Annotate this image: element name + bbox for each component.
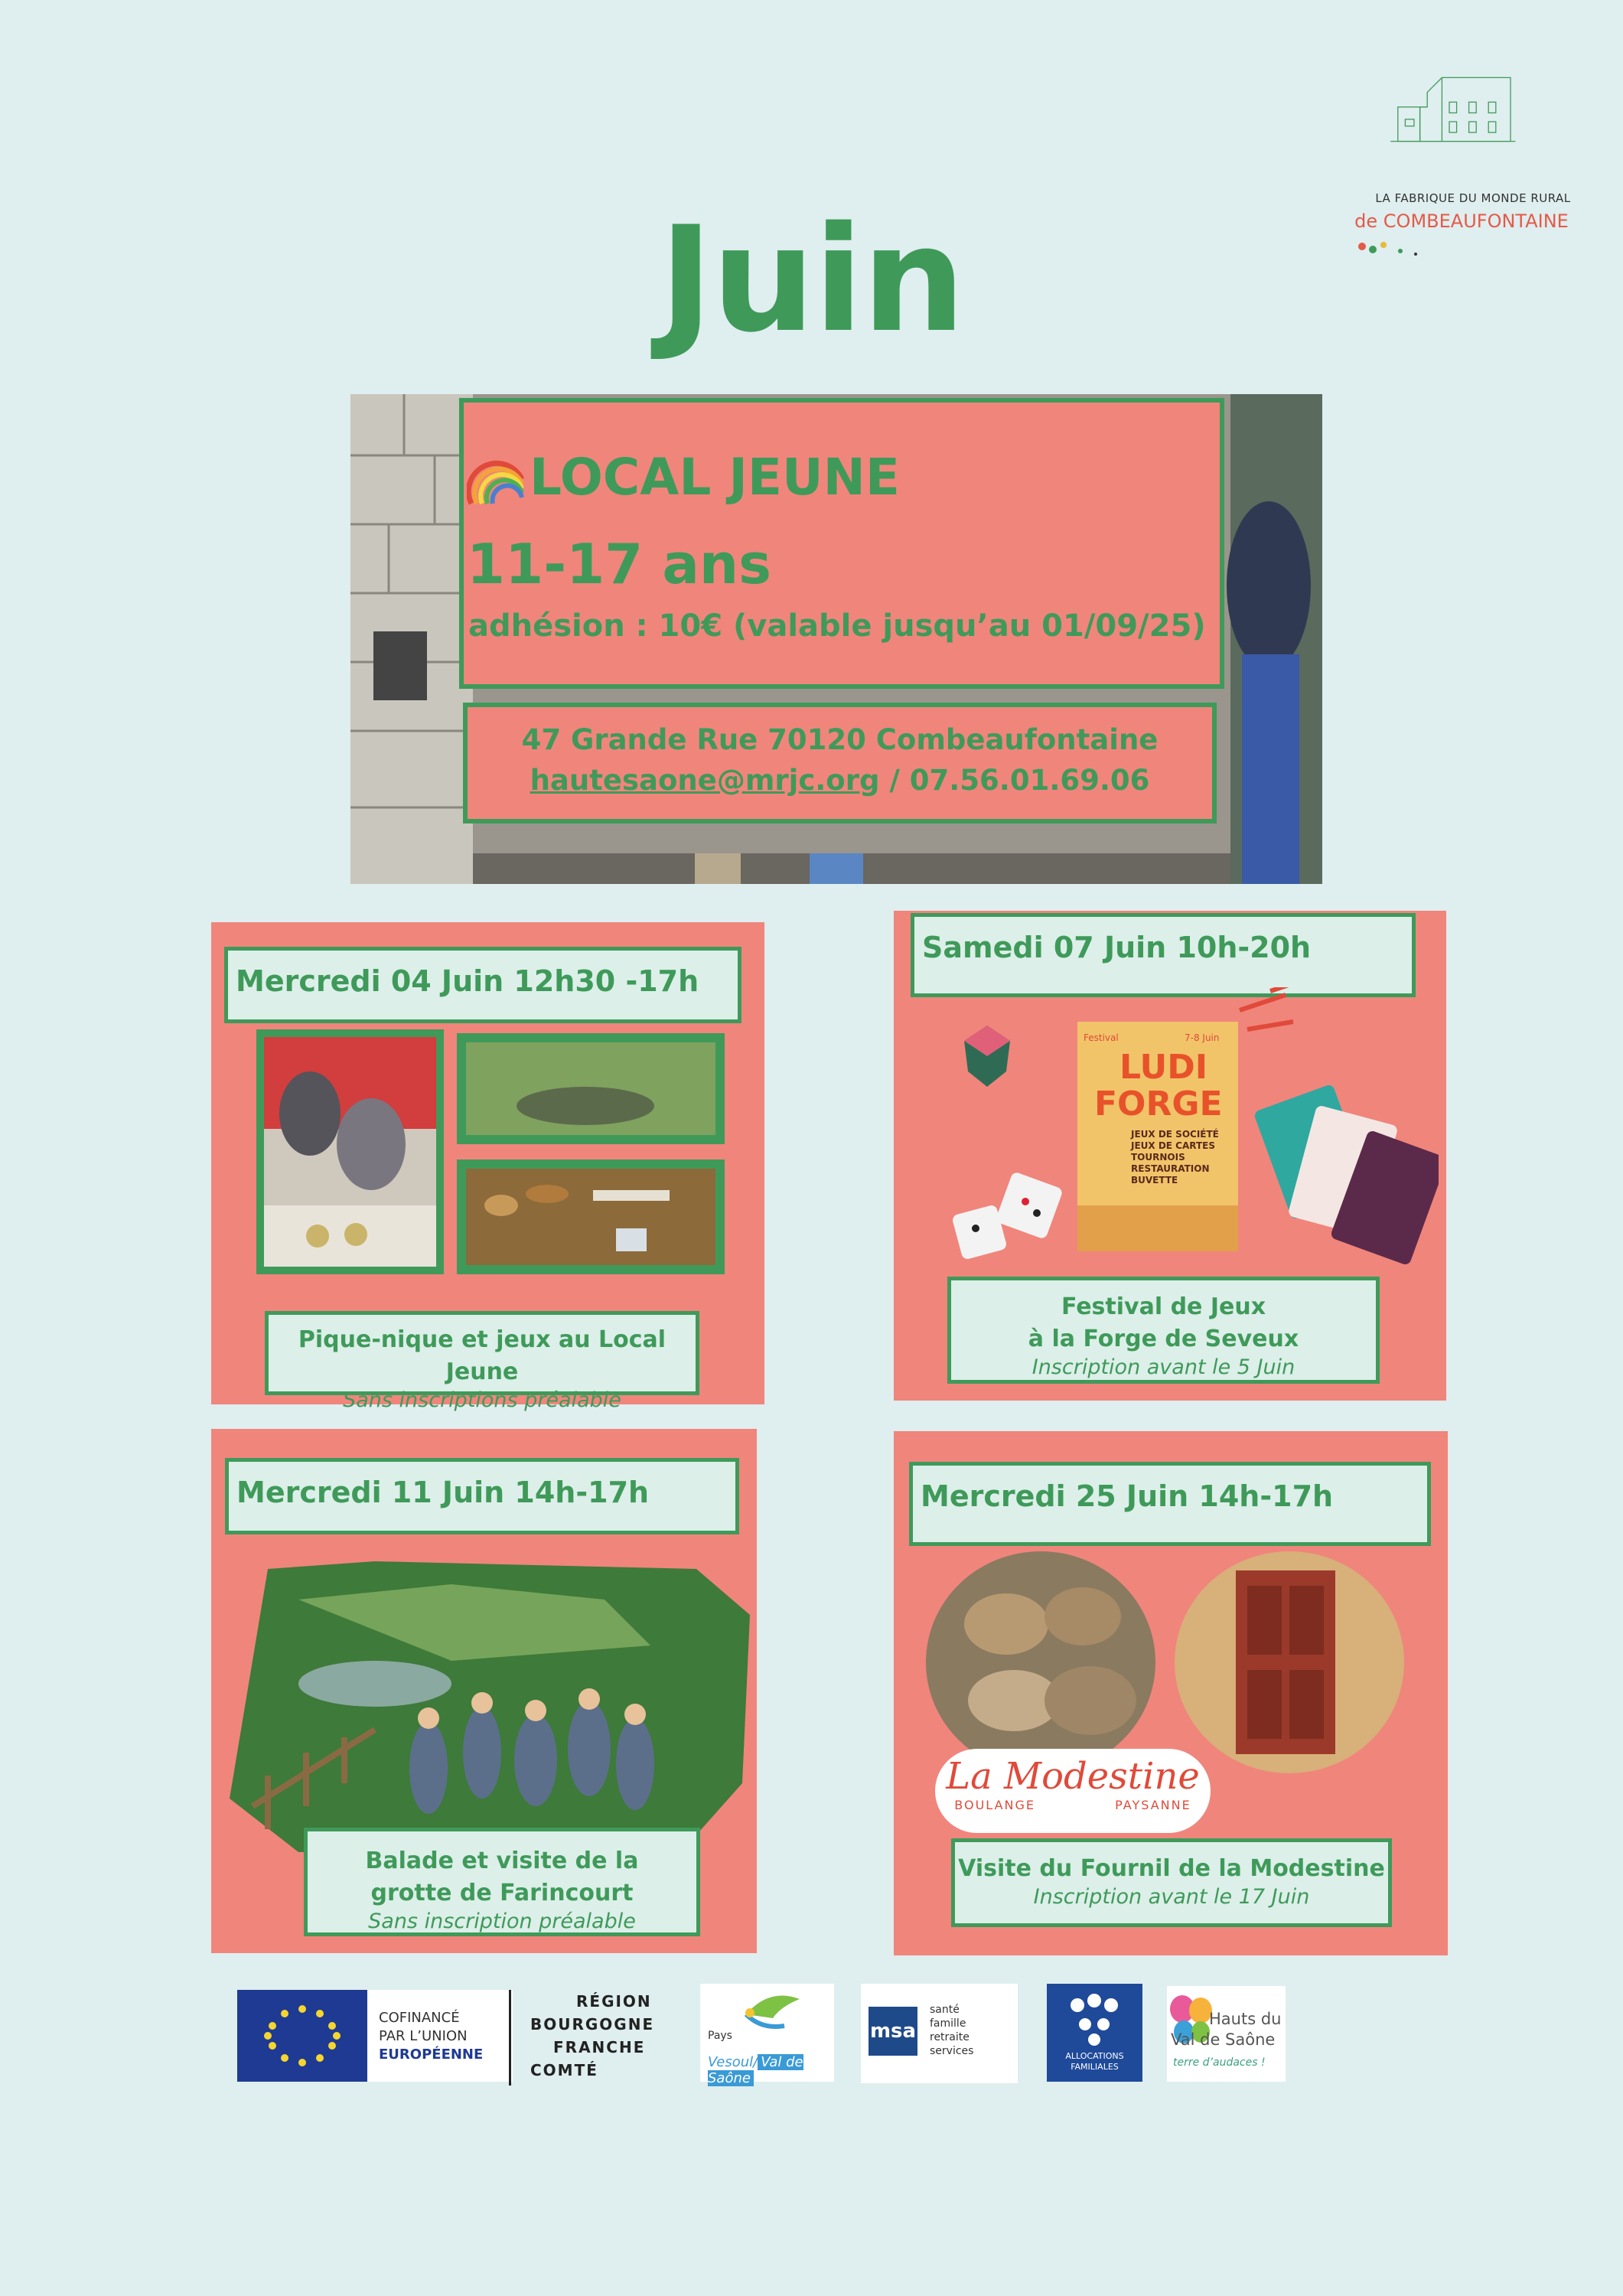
phone-number: 07.56.01.69.06 bbox=[909, 764, 1150, 797]
msa-icon: msa bbox=[869, 2007, 917, 2056]
msa-logo bbox=[861, 1984, 1018, 2083]
event-title-4: Visite du Fournil de la Modestine bbox=[958, 1855, 1385, 1882]
event-date-1: Mercredi 04 Juin 12h30 -17h bbox=[224, 947, 741, 1023]
caf-line1: ALLOCATIONS bbox=[1065, 2051, 1124, 2061]
pays-label: Pays bbox=[708, 2030, 732, 2042]
contact-line bbox=[463, 764, 1217, 797]
poster-footer bbox=[1077, 1205, 1238, 1251]
address-box bbox=[463, 703, 1217, 823]
event-title-3a: Balade et visite de la bbox=[365, 1848, 639, 1874]
cave-walk-photo bbox=[222, 1554, 758, 1860]
poster-line1: LUDI bbox=[1119, 1048, 1208, 1087]
eu-line2: PAR L’UNION bbox=[379, 2028, 468, 2044]
region-line2: BOURGOGNE bbox=[530, 2015, 655, 2033]
msa-line2: famille bbox=[930, 2017, 966, 2030]
poster-top2: 7-8 Juin bbox=[1185, 1032, 1220, 1043]
eu-logo bbox=[237, 1990, 513, 2082]
msa-line4: services bbox=[930, 2045, 974, 2057]
hero-fee: adhésion : 10€ (valable jusqu’au 01/09/25) bbox=[468, 608, 1206, 644]
pays-vesoul: Vesoul/ Val de Saône bbox=[708, 2054, 803, 2086]
pays-line3: Val de Saône bbox=[708, 2054, 803, 2086]
caf-text bbox=[1047, 2051, 1142, 2073]
event-foot-1 bbox=[265, 1311, 699, 1412]
page-title: Juin bbox=[659, 195, 964, 364]
logo-line2: de COMBEAUFONTAINE bbox=[1354, 210, 1569, 232]
logo-line1: LA FABRIQUE DU MONDE RURAL bbox=[1375, 191, 1571, 205]
hauts-text bbox=[1209, 2009, 1281, 2029]
bakery-photos bbox=[922, 1548, 1412, 1777]
event-note-3: Sans inscription préalable bbox=[368, 1910, 636, 1933]
eu-text bbox=[379, 2009, 483, 2064]
event-date-4: Mercredi 25 Juin 14h-17h bbox=[909, 1462, 1431, 1546]
rainbow-icon bbox=[467, 452, 526, 505]
caf-line2: FAMILIALES bbox=[1071, 2062, 1119, 2072]
hauts-line2: Val de Saône bbox=[1171, 2030, 1276, 2049]
hero-age: 11-17 ans bbox=[467, 532, 772, 596]
eu-flag-icon bbox=[237, 1990, 367, 2082]
fabrique-logo bbox=[1347, 73, 1576, 195]
brand-sub bbox=[935, 1798, 1211, 1812]
poster-line2: FORGE bbox=[1094, 1084, 1223, 1124]
hero-heading: LOCAL JEUNE bbox=[530, 448, 900, 507]
event-note-4: Inscription avant le 17 Juin bbox=[1033, 1885, 1310, 1909]
poster-top1: Festival bbox=[1084, 1032, 1119, 1043]
eu-line3: EUROPÉENNE bbox=[379, 2047, 484, 2063]
brand-sub2: PAYSANNE bbox=[1115, 1798, 1191, 1812]
eu-line1: COFINANCÉ bbox=[379, 2010, 460, 2026]
modestine-logo bbox=[935, 1749, 1211, 1833]
pays-line2: Vesoul bbox=[708, 2054, 754, 2070]
event-foot-4 bbox=[951, 1838, 1392, 1927]
caf-figures-icon bbox=[1047, 1990, 1142, 2051]
event-date-2: Samedi 07 Juin 10h-20h bbox=[911, 913, 1416, 997]
event-foot-3 bbox=[304, 1828, 700, 1936]
brand-sub1: BOULANGE bbox=[954, 1798, 1035, 1812]
msa-line1: santé bbox=[930, 2004, 960, 2016]
msa-text bbox=[930, 2003, 973, 2058]
region-line4: COMTÉ bbox=[530, 2061, 598, 2079]
contact-separator: / bbox=[879, 764, 910, 797]
caf-logo bbox=[1047, 1984, 1142, 2082]
hauts-line1: Hauts du bbox=[1209, 2010, 1282, 2028]
event-date-3: Mercredi 11 Juin 14h-17h bbox=[225, 1458, 739, 1534]
event-note-2: Inscription avant le 5 Juin bbox=[1031, 1355, 1295, 1379]
poster-lines: JEUX DE SOCIÉTÉ JEUX DE CARTES TOURNOIS RESTAURATION BUVETTE bbox=[1131, 1129, 1219, 1186]
region-logo bbox=[509, 1990, 670, 2086]
hauts-line3: terre d’audaces ! bbox=[1173, 2056, 1266, 2069]
hauts-val-de-saone-logo bbox=[1167, 1986, 1286, 2082]
address: 47 Grande Rue 70120 Combeaufontaine bbox=[521, 723, 1159, 756]
event-photos-1 bbox=[256, 1029, 731, 1282]
msa-line3: retraite bbox=[930, 2031, 970, 2043]
brand-name: La Modestine bbox=[946, 1755, 1200, 1798]
ludiforge-poster bbox=[1077, 1022, 1238, 1251]
pays-vesoul-logo bbox=[700, 1984, 834, 2086]
event-title-3b: grotte de Farincourt bbox=[370, 1880, 634, 1906]
event-title-2a: Festival de Jeux bbox=[1061, 1293, 1266, 1320]
region-line3: FRANCHE bbox=[553, 2038, 646, 2056]
event-foot-2 bbox=[947, 1277, 1380, 1384]
region-line1: RÉGION bbox=[576, 1992, 652, 2011]
event-title-1: Pique-nique et jeux au Local Jeune bbox=[298, 1326, 666, 1385]
event-title-2b: à la Forge de Seveux bbox=[1028, 1326, 1299, 1352]
email-link[interactable]: hautesaone@mrjc.org bbox=[530, 764, 880, 797]
event-note-1: Sans inscriptions préalable bbox=[343, 1388, 621, 1412]
